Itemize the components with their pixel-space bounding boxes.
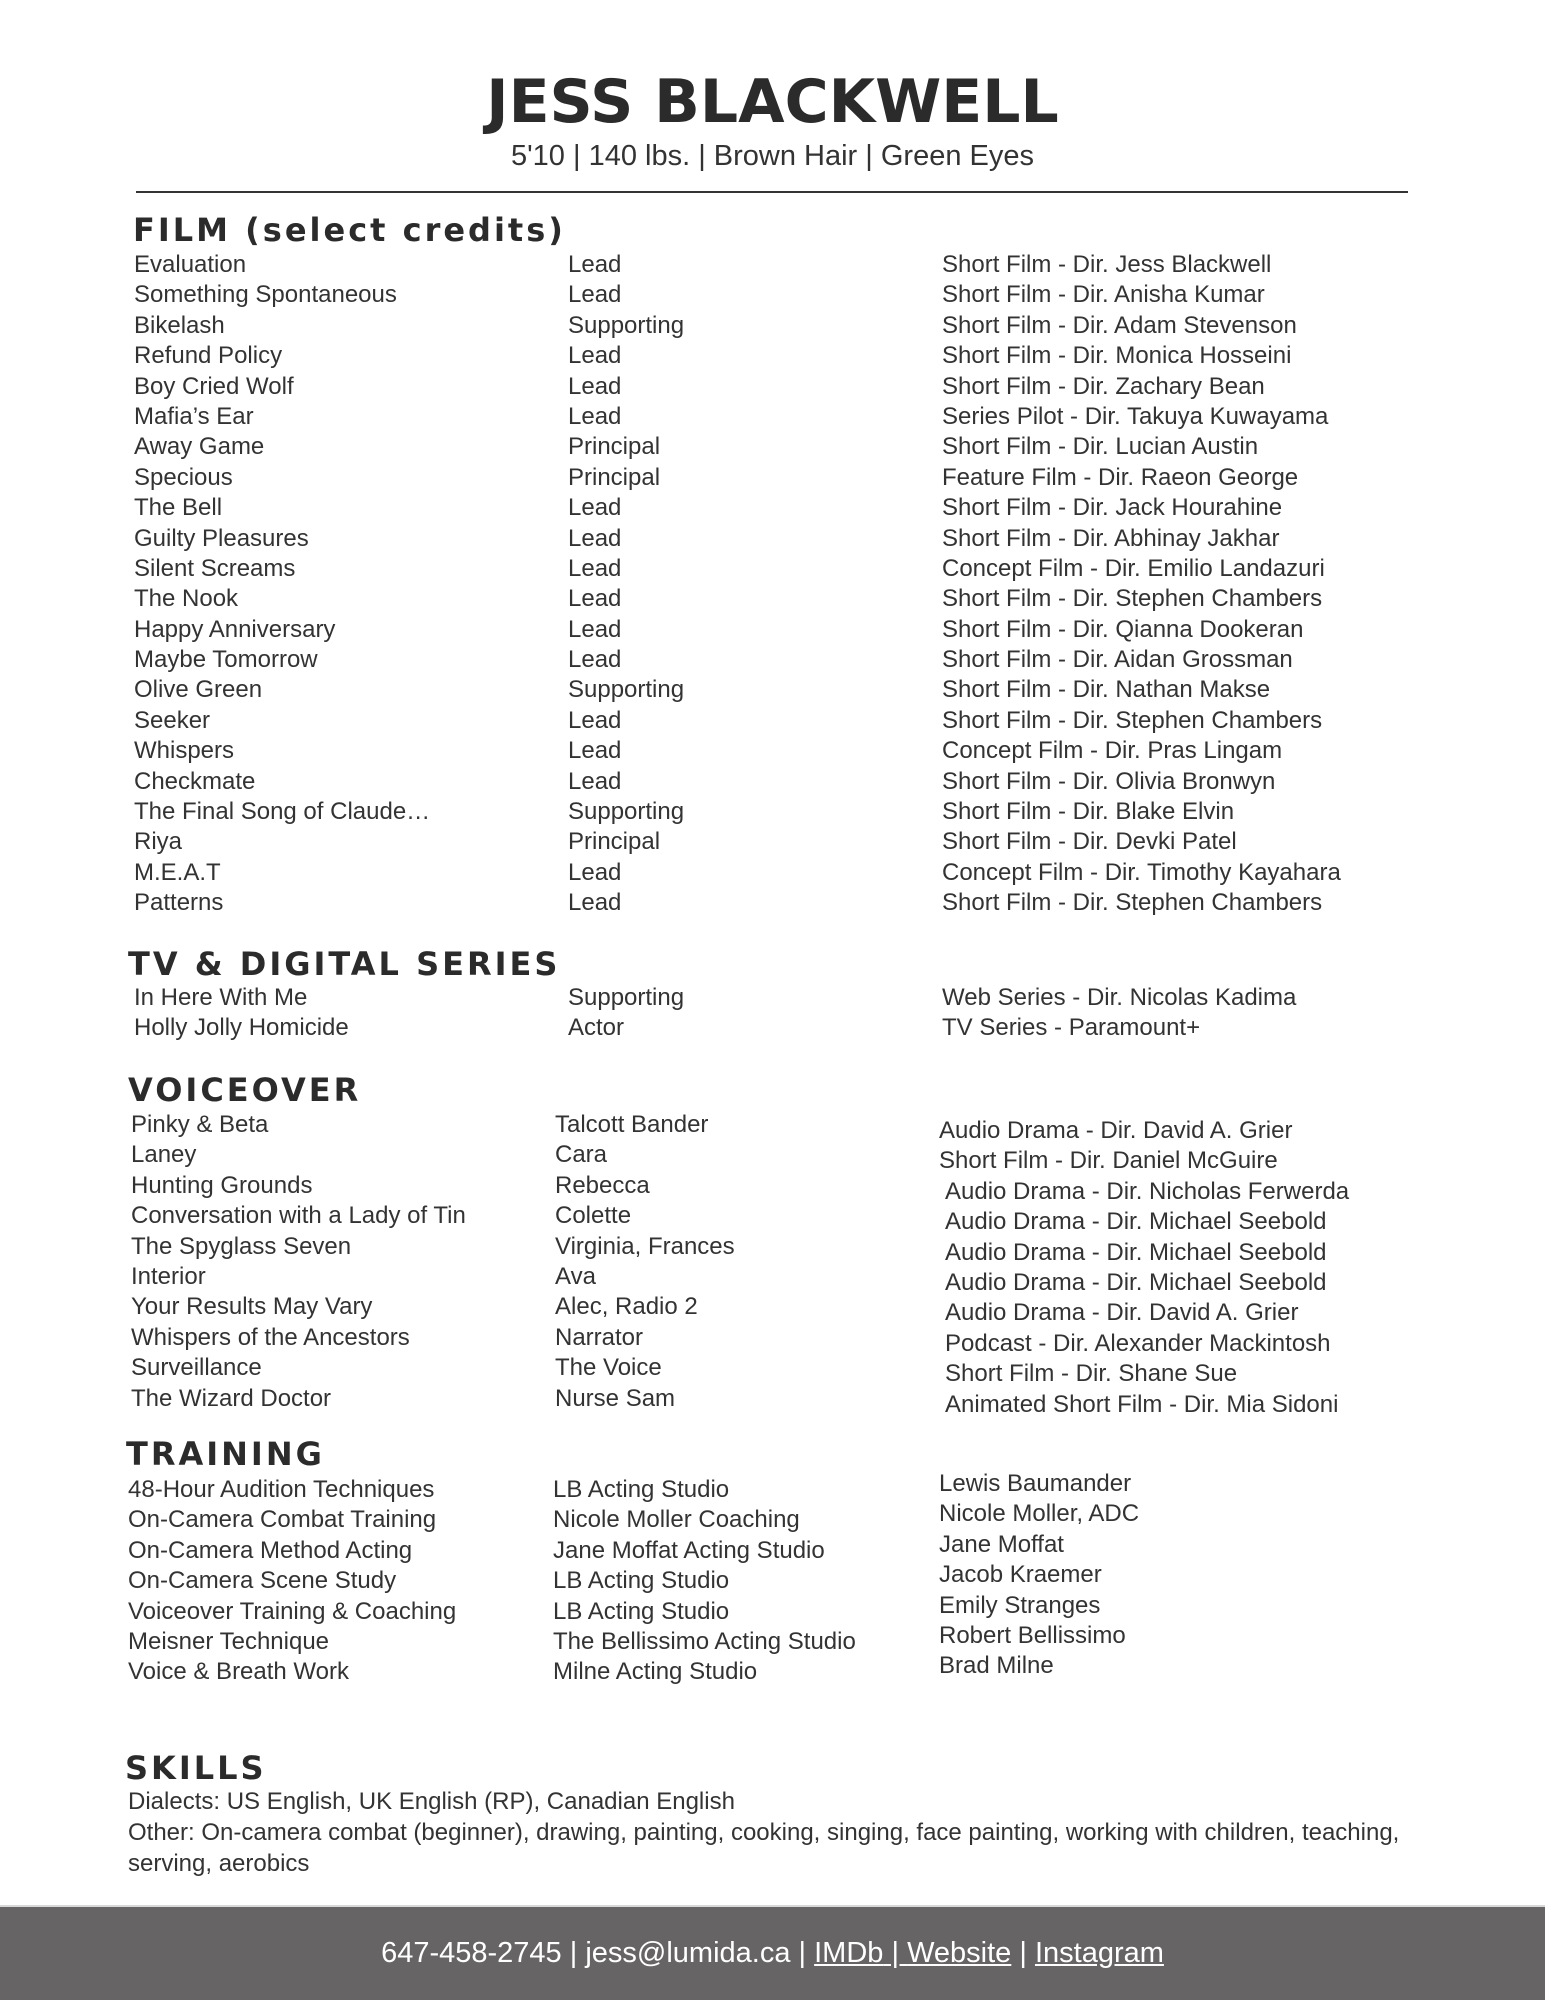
credit-title: Conversation with a Lady of Tin bbox=[131, 1202, 466, 1230]
credit-title: Your Results May Vary bbox=[131, 1293, 373, 1321]
credit-detail: Audio Drama - Dir. Nicholas Ferwerda bbox=[945, 1177, 1350, 1205]
film-row bbox=[0, 493, 1545, 523]
voiceover-section-title: VOICEOVER bbox=[128, 1071, 362, 1109]
credit-title: Interior bbox=[131, 1262, 206, 1290]
credit-role: Narrator bbox=[555, 1323, 644, 1351]
training-course: On-Camera Scene Study bbox=[128, 1567, 397, 1595]
credit-title: Checkmate bbox=[134, 767, 256, 795]
voiceover-details-column bbox=[939, 1116, 1349, 1420]
credit-detail: Audio Drama - Dir. David A. Grier bbox=[945, 1299, 1299, 1327]
training-course: Voice & Breath Work bbox=[128, 1658, 349, 1686]
separator: | bbox=[883, 1937, 908, 1969]
credit-detail: Short Film - Dir. Anisha Kumar bbox=[942, 281, 1265, 309]
separator: | bbox=[1011, 1937, 1035, 1969]
credit-role: Principal bbox=[568, 828, 661, 856]
credit-detail: TV Series - Paramount+ bbox=[942, 1014, 1201, 1042]
credit-title: Boy Cried Wolf bbox=[134, 372, 294, 400]
training-teacher: Nicole Moller, ADC bbox=[939, 1500, 1140, 1528]
credit-role: Lead bbox=[568, 585, 622, 613]
credit-role: Supporting bbox=[568, 798, 685, 826]
film-row bbox=[0, 827, 1545, 857]
credit-title: Mafia’s Ear bbox=[134, 402, 254, 430]
credit-title: Whispers bbox=[134, 737, 235, 765]
credit-detail: Short Film - Dir. Stephen Chambers bbox=[942, 706, 1323, 734]
training-section-title: TRAINING bbox=[126, 1435, 325, 1473]
credit-detail: Short Film - Dir. Jess Blackwell bbox=[942, 251, 1272, 278]
training-studio: Milne Acting Studio bbox=[553, 1658, 758, 1686]
training-row bbox=[0, 1566, 1545, 1596]
separator: | bbox=[790, 1937, 815, 1969]
training-course: Voiceover Training & Coaching bbox=[128, 1597, 457, 1625]
phone-number[interactable]: 647-458-2745 bbox=[381, 1937, 562, 1969]
skills-section-title: SKILLS bbox=[125, 1749, 267, 1787]
credit-role: Supporting bbox=[568, 311, 685, 339]
training-teacher: Jane Moffat bbox=[939, 1530, 1064, 1558]
training-row bbox=[0, 1657, 1545, 1687]
credit-role: Cara bbox=[555, 1141, 608, 1169]
training-studio: Jane Moffat Acting Studio bbox=[553, 1536, 825, 1564]
credit-detail: Short Film - Dir. Devki Patel bbox=[942, 828, 1237, 856]
credit-title: The Nook bbox=[134, 585, 239, 613]
credit-role: Rebecca bbox=[555, 1171, 650, 1199]
training-course: Meisner Technique bbox=[128, 1627, 330, 1655]
credit-title: The Wizard Doctor bbox=[131, 1384, 332, 1412]
credit-role: Lead bbox=[568, 402, 622, 430]
credit-detail: Audio Drama - Dir. David A. Grier bbox=[939, 1117, 1293, 1144]
film-section-title: FILM (select credits) bbox=[133, 211, 566, 249]
credit-title: Whispers of the Ancestors bbox=[131, 1323, 410, 1351]
training-teacher: Jacob Kraemer bbox=[939, 1561, 1102, 1589]
credit-title: Hunting Grounds bbox=[131, 1171, 313, 1199]
credit-role: Lead bbox=[568, 281, 622, 309]
actor-name: JESS BLACKWELL bbox=[486, 67, 1059, 137]
imdb-link[interactable]: IMDb bbox=[814, 1937, 884, 1969]
credit-detail: Audio Drama - Dir. Michael Seebold bbox=[945, 1269, 1327, 1297]
credit-title: The Bell bbox=[134, 494, 223, 522]
email-address[interactable]: jess@lumida.ca bbox=[585, 1937, 791, 1969]
film-row bbox=[0, 402, 1545, 432]
film-row bbox=[0, 432, 1545, 462]
film-credits-list bbox=[0, 250, 1545, 919]
credit-role: Lead bbox=[568, 646, 622, 674]
credit-title: Bikelash bbox=[134, 311, 225, 339]
credit-detail: Short Film - Dir. Stephen Chambers bbox=[942, 585, 1323, 613]
credit-role: Lead bbox=[568, 767, 622, 795]
film-row bbox=[0, 280, 1545, 310]
credit-detail: Short Film - Dir. Abhinay Jakhar bbox=[942, 524, 1280, 552]
tv-row bbox=[0, 983, 1545, 1013]
film-row bbox=[0, 584, 1545, 614]
credit-role: Talcott Bander bbox=[555, 1111, 709, 1138]
credit-title: The Final Song of Claude… bbox=[134, 798, 431, 826]
training-course: On-Camera Combat Training bbox=[128, 1506, 437, 1534]
credit-detail: Audio Drama - Dir. Michael Seebold bbox=[945, 1238, 1327, 1266]
training-teacher: Lewis Baumander bbox=[939, 1470, 1132, 1497]
credit-title: Refund Policy bbox=[134, 342, 283, 370]
credit-detail: Concept Film - Dir. Pras Lingam bbox=[942, 737, 1283, 765]
credit-title: Patterns bbox=[134, 889, 224, 917]
training-row bbox=[0, 1475, 1545, 1505]
credit-detail: Short Film - Dir. Qianna Dookeran bbox=[942, 615, 1304, 643]
separator: | bbox=[561, 1937, 586, 1969]
credit-role: Lead bbox=[568, 372, 622, 400]
training-teacher: Emily Stranges bbox=[939, 1591, 1101, 1619]
credit-role: Nurse Sam bbox=[555, 1384, 676, 1412]
credit-role: Lead bbox=[568, 494, 622, 522]
credit-role: Virginia, Frances bbox=[555, 1232, 735, 1260]
credit-role: Lead bbox=[568, 858, 622, 886]
credit-detail: Concept Film - Dir. Timothy Kayahara bbox=[942, 858, 1341, 886]
credit-title: Seeker bbox=[134, 706, 211, 734]
credit-title: The Spyglass Seven bbox=[131, 1232, 352, 1260]
skills-other: Other: On-camera combat (beginner), drawing, painting, cooking, singing, face painting, working with children, teaching, serving, aerobics bbox=[128, 1819, 1400, 1877]
training-row bbox=[0, 1536, 1545, 1566]
credit-role: Lead bbox=[568, 615, 622, 643]
film-row bbox=[0, 524, 1545, 554]
credit-title: Away Game bbox=[134, 433, 265, 461]
credit-title: Maybe Tomorrow bbox=[134, 646, 318, 674]
credit-detail: Podcast - Dir. Alexander Mackintosh bbox=[945, 1329, 1331, 1357]
training-row bbox=[0, 1627, 1545, 1657]
training-row bbox=[0, 1505, 1545, 1535]
training-studio: Nicole Moller Coaching bbox=[553, 1506, 800, 1534]
skills-dialects: Dialects: US English, UK English (RP), Canadian English bbox=[128, 1788, 735, 1815]
credit-title: Holly Jolly Homicide bbox=[134, 1014, 349, 1042]
training-row bbox=[0, 1597, 1545, 1627]
credit-role: Actor bbox=[568, 1014, 625, 1042]
credit-detail: Short Film - Dir. Blake Elvin bbox=[942, 798, 1235, 826]
credit-title: M.E.A.T bbox=[134, 858, 221, 886]
film-row bbox=[0, 554, 1545, 584]
credit-title: Happy Anniversary bbox=[134, 615, 336, 643]
physical-stats: 5'10 | 140 lbs. | Brown Hair | Green Eyes bbox=[511, 140, 1034, 172]
film-row bbox=[0, 797, 1545, 827]
credit-role: Supporting bbox=[568, 984, 685, 1011]
film-row bbox=[0, 675, 1545, 705]
credit-detail: Short Film - Dir. Shane Sue bbox=[945, 1360, 1238, 1388]
credit-detail: Short Film - Dir. Jack Hourahine bbox=[942, 494, 1283, 522]
skills-body bbox=[128, 1786, 1418, 1879]
credit-title: In Here With Me bbox=[134, 984, 308, 1011]
credit-title: Silent Screams bbox=[134, 554, 296, 582]
credit-role: Lead bbox=[568, 554, 622, 582]
header-divider bbox=[136, 191, 1408, 193]
credit-title: Specious bbox=[134, 463, 233, 491]
credit-role: Lead bbox=[568, 737, 622, 765]
credit-detail: Series Pilot - Dir. Takuya Kuwayama bbox=[942, 402, 1329, 430]
credit-title: Something Spontaneous bbox=[134, 281, 397, 309]
website-link[interactable]: Website bbox=[907, 1937, 1012, 1969]
film-row bbox=[0, 858, 1545, 888]
training-course: 48-Hour Audition Techniques bbox=[128, 1476, 435, 1503]
film-row bbox=[0, 341, 1545, 371]
credit-role: Supporting bbox=[568, 676, 685, 704]
film-row bbox=[0, 888, 1545, 918]
film-row bbox=[0, 463, 1545, 493]
credit-role: Lead bbox=[568, 706, 622, 734]
training-teacher: Robert Bellissimo bbox=[939, 1622, 1126, 1650]
credit-title: Evaluation bbox=[134, 251, 247, 278]
film-row bbox=[0, 250, 1545, 280]
film-row bbox=[0, 767, 1545, 797]
credit-role: Lead bbox=[568, 342, 622, 370]
credit-detail: Short Film - Dir. Aidan Grossman bbox=[942, 646, 1293, 674]
credit-role: Ava bbox=[555, 1262, 596, 1290]
credit-role: Principal bbox=[568, 433, 661, 461]
credit-detail: Short Film - Dir. Nathan Makse bbox=[942, 676, 1271, 704]
film-row bbox=[0, 645, 1545, 675]
training-teacher: Brad Milne bbox=[939, 1652, 1054, 1680]
credit-detail: Short Film - Dir. Lucian Austin bbox=[942, 433, 1259, 461]
credit-detail: Short Film - Dir. Daniel McGuire bbox=[939, 1147, 1278, 1175]
training-studio: LB Acting Studio bbox=[553, 1476, 730, 1503]
film-row bbox=[0, 706, 1545, 736]
credit-detail: Short Film - Dir. Stephen Chambers bbox=[942, 889, 1323, 917]
training-studio: The Bellissimo Acting Studio bbox=[553, 1627, 856, 1655]
credit-role: Lead bbox=[568, 251, 622, 278]
credit-detail: Short Film - Dir. Adam Stevenson bbox=[942, 311, 1297, 339]
contact-line bbox=[0, 1935, 1545, 1971]
credit-role: Lead bbox=[568, 524, 622, 552]
credit-detail: Web Series - Dir. Nicolas Kadima bbox=[942, 984, 1297, 1011]
credit-detail: Feature Film - Dir. Raeon George bbox=[942, 463, 1299, 491]
credit-role: Principal bbox=[568, 463, 661, 491]
credit-detail: Short Film - Dir. Olivia Bronwyn bbox=[942, 767, 1276, 795]
tv-credits-list bbox=[0, 983, 1545, 1044]
training-course: On-Camera Method Acting bbox=[128, 1536, 413, 1564]
credit-role: Alec, Radio 2 bbox=[555, 1293, 698, 1321]
credit-title: Pinky & Beta bbox=[131, 1111, 269, 1138]
credit-title: Olive Green bbox=[134, 676, 263, 704]
credit-detail: Short Film - Dir. Monica Hosseini bbox=[942, 342, 1292, 370]
training-studio: LB Acting Studio bbox=[553, 1567, 730, 1595]
credit-role: The Voice bbox=[555, 1354, 662, 1382]
tv-section-title: TV & DIGITAL SERIES bbox=[128, 945, 561, 983]
instagram-link[interactable]: Instagram bbox=[1034, 1937, 1164, 1969]
film-row bbox=[0, 311, 1545, 341]
tv-row bbox=[0, 1013, 1545, 1043]
credit-title: Laney bbox=[131, 1141, 197, 1169]
credit-detail: Concept Film - Dir. Emilio Landazuri bbox=[942, 554, 1325, 582]
credit-detail: Audio Drama - Dir. Michael Seebold bbox=[945, 1208, 1327, 1236]
credit-title: Surveillance bbox=[131, 1354, 262, 1382]
training-list bbox=[0, 1475, 1545, 1688]
credit-detail: Animated Short Film - Dir. Mia Sidoni bbox=[945, 1390, 1339, 1418]
film-row bbox=[0, 615, 1545, 645]
film-row bbox=[0, 372, 1545, 402]
credit-title: Guilty Pleasures bbox=[134, 524, 309, 552]
contact-footer bbox=[0, 1905, 1545, 2000]
credit-role: Lead bbox=[568, 889, 622, 917]
training-teachers-column bbox=[939, 1469, 1139, 1682]
film-row bbox=[0, 736, 1545, 766]
training-studio: LB Acting Studio bbox=[553, 1597, 730, 1625]
credit-role: Colette bbox=[555, 1202, 632, 1230]
credit-title: Riya bbox=[134, 828, 183, 856]
credit-detail: Short Film - Dir. Zachary Bean bbox=[942, 372, 1265, 400]
